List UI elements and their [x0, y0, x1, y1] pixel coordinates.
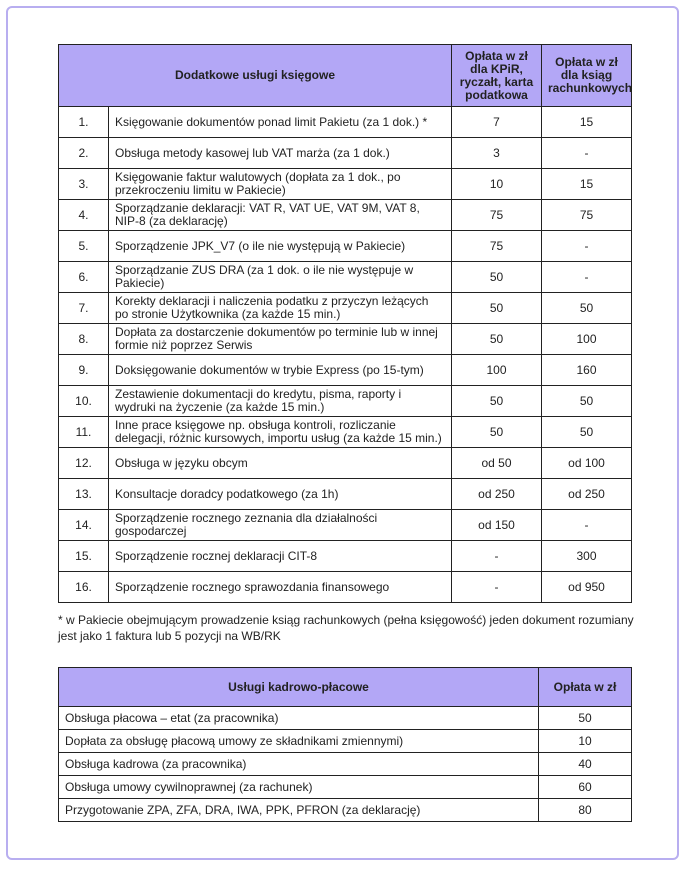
fee: 10: [539, 730, 632, 753]
row-number: 15.: [59, 541, 109, 572]
service-description: Sporządzenie rocznego zeznania dla działalności gospodarczej: [109, 510, 452, 541]
kpir-fee: 7: [452, 107, 542, 138]
row-number: 16.: [59, 572, 109, 603]
table-row: [59, 572, 632, 603]
kpir-fee: 50: [452, 293, 542, 324]
service-description: Doksięgowanie dokumentów w trybie Express (po 15-tym): [109, 355, 452, 386]
service-description: Zestawienie dokumentacji do kredytu, pisma, raporty i wydruki na życzenie (za każde 15 min.): [109, 386, 452, 417]
service-description: Dopłata za dostarczenie dokumentów po terminie lub w innej formie niż poprzez Serwis: [109, 324, 452, 355]
table-row: [59, 200, 632, 231]
table-row: [59, 479, 632, 510]
service-description: Sporządzanie ZUS DRA (za 1 dok. o ile nie występuje w Pakiecie): [109, 262, 452, 293]
row-number: 7.: [59, 293, 109, 324]
accounting-services-table: [58, 44, 632, 603]
ksiegi-fee: 50: [542, 293, 632, 324]
row-number: 4.: [59, 200, 109, 231]
kpir-fee: 50: [452, 386, 542, 417]
ksiegi-fee: 100: [542, 324, 632, 355]
row-number: 5.: [59, 231, 109, 262]
ksiegi-fee: od 100: [542, 448, 632, 479]
row-number: 1.: [59, 107, 109, 138]
service-description: Sporządzenie rocznej deklaracji CIT-8: [109, 541, 452, 572]
row-number: 10.: [59, 386, 109, 417]
kpir-fee: 10: [452, 169, 542, 200]
row-number: 14.: [59, 510, 109, 541]
table-header-row: [59, 45, 632, 107]
service-description: Obsługa kadrowa (za pracownika): [59, 753, 539, 776]
service-description: Obsługa w języku obcym: [109, 448, 452, 479]
table-row: [59, 541, 632, 572]
kpir-fee: 75: [452, 200, 542, 231]
fee: 80: [539, 799, 632, 822]
service-description: Sporządzenie rocznego sprawozdania finansowego: [109, 572, 452, 603]
header-kpir-fee: Opłata w zł dla KPiR, ryczałt, karta podatkowa: [452, 45, 542, 107]
table-row: [59, 231, 632, 262]
header-service: Dodatkowe usługi księgowe: [59, 45, 452, 107]
kpir-fee: 3: [452, 138, 542, 169]
kpir-fee: -: [452, 541, 542, 572]
table-row: [59, 753, 632, 776]
service-description: Obsługa umowy cywilnoprawnej (za rachunek): [59, 776, 539, 799]
table-row: [59, 169, 632, 200]
service-description: Korekty deklaracji i naliczenia podatku z przyczyn leżących po stronie Użytkownika (za każde 15 min.): [109, 293, 452, 324]
table-row: [59, 138, 632, 169]
service-description: Inne prace księgowe np. obsługa kontroli, rozliczanie delegacji, różnic kursowych, importu usług (za każde 15 min.): [109, 417, 452, 448]
ksiegi-fee: 160: [542, 355, 632, 386]
ksiegi-fee: 75: [542, 200, 632, 231]
service-description: Dopłata za obsługę płacową umowy ze składnikami zmiennymi): [59, 730, 539, 753]
kpir-fee: 50: [452, 417, 542, 448]
service-description: Księgowanie dokumentów ponad limit Pakietu (za 1 dok.) *: [109, 107, 452, 138]
ksiegi-fee: -: [542, 262, 632, 293]
table-row: [59, 707, 632, 730]
service-description: Sporządzenie JPK_V7 (o ile nie występują w Pakiecie): [109, 231, 452, 262]
kpir-fee: od 150: [452, 510, 542, 541]
row-number: 3.: [59, 169, 109, 200]
table-row: [59, 510, 632, 541]
ksiegi-fee: 15: [542, 107, 632, 138]
row-number: 8.: [59, 324, 109, 355]
ksiegi-fee: 50: [542, 417, 632, 448]
table-row: [59, 776, 632, 799]
table-row: [59, 324, 632, 355]
kpir-fee: 100: [452, 355, 542, 386]
row-number: 12.: [59, 448, 109, 479]
ksiegi-fee: od 950: [542, 572, 632, 603]
service-description: Obsługa metody kasowej lub VAT marża (za 1 dok.): [109, 138, 452, 169]
ksiegi-fee: 15: [542, 169, 632, 200]
service-description: Sporządzanie deklaracji: VAT R, VAT UE, VAT 9M, VAT 8, NIP-8 (za deklarację): [109, 200, 452, 231]
row-number: 13.: [59, 479, 109, 510]
table-row: [59, 448, 632, 479]
service-description: Obsługa płacowa – etat (za pracownika): [59, 707, 539, 730]
table-header-row: [59, 668, 632, 707]
kpir-fee: 75: [452, 231, 542, 262]
table-row: [59, 799, 632, 822]
row-number: 9.: [59, 355, 109, 386]
ksiegi-fee: -: [542, 231, 632, 262]
kpir-fee: -: [452, 572, 542, 603]
table-row: [59, 293, 632, 324]
ksiegi-fee: od 250: [542, 479, 632, 510]
fee: 40: [539, 753, 632, 776]
service-description: Przygotowanie ZPA, ZFA, DRA, IWA, PPK, PFRON (za deklarację): [59, 799, 539, 822]
table-row: [59, 730, 632, 753]
fee: 50: [539, 707, 632, 730]
footnote: * w Pakiecie obejmującym prowadzenie ksiąg rachunkowych (pełna księgowość) jeden dokument rozumiany jest jako 1 faktura lub 5 pozycji na WB/RK: [58, 613, 634, 643]
payroll-services-table: [58, 667, 632, 822]
header-service: Usługi kadrowo-płacowe: [59, 668, 539, 707]
table-row: [59, 262, 632, 293]
table-row: [59, 417, 632, 448]
table-row: [59, 355, 632, 386]
header-fee: Opłata w zł: [539, 668, 632, 707]
service-description: Księgowanie faktur walutowych (dopłata za 1 dok., po przekroczeniu limitu w Pakiecie): [109, 169, 452, 200]
kpir-fee: od 50: [452, 448, 542, 479]
table-row: [59, 386, 632, 417]
ksiegi-fee: 50: [542, 386, 632, 417]
table-row: [59, 107, 632, 138]
row-number: 11.: [59, 417, 109, 448]
ksiegi-fee: 300: [542, 541, 632, 572]
row-number: 6.: [59, 262, 109, 293]
kpir-fee: od 250: [452, 479, 542, 510]
ksiegi-fee: -: [542, 510, 632, 541]
kpir-fee: 50: [452, 324, 542, 355]
row-number: 2.: [59, 138, 109, 169]
ksiegi-fee: -: [542, 138, 632, 169]
kpir-fee: 50: [452, 262, 542, 293]
header-ksiegi-fee: Opłata w zł dla ksiąg rachunkowych: [542, 45, 632, 107]
service-description: Konsultacje doradcy podatkowego (za 1h): [109, 479, 452, 510]
fee: 60: [539, 776, 632, 799]
